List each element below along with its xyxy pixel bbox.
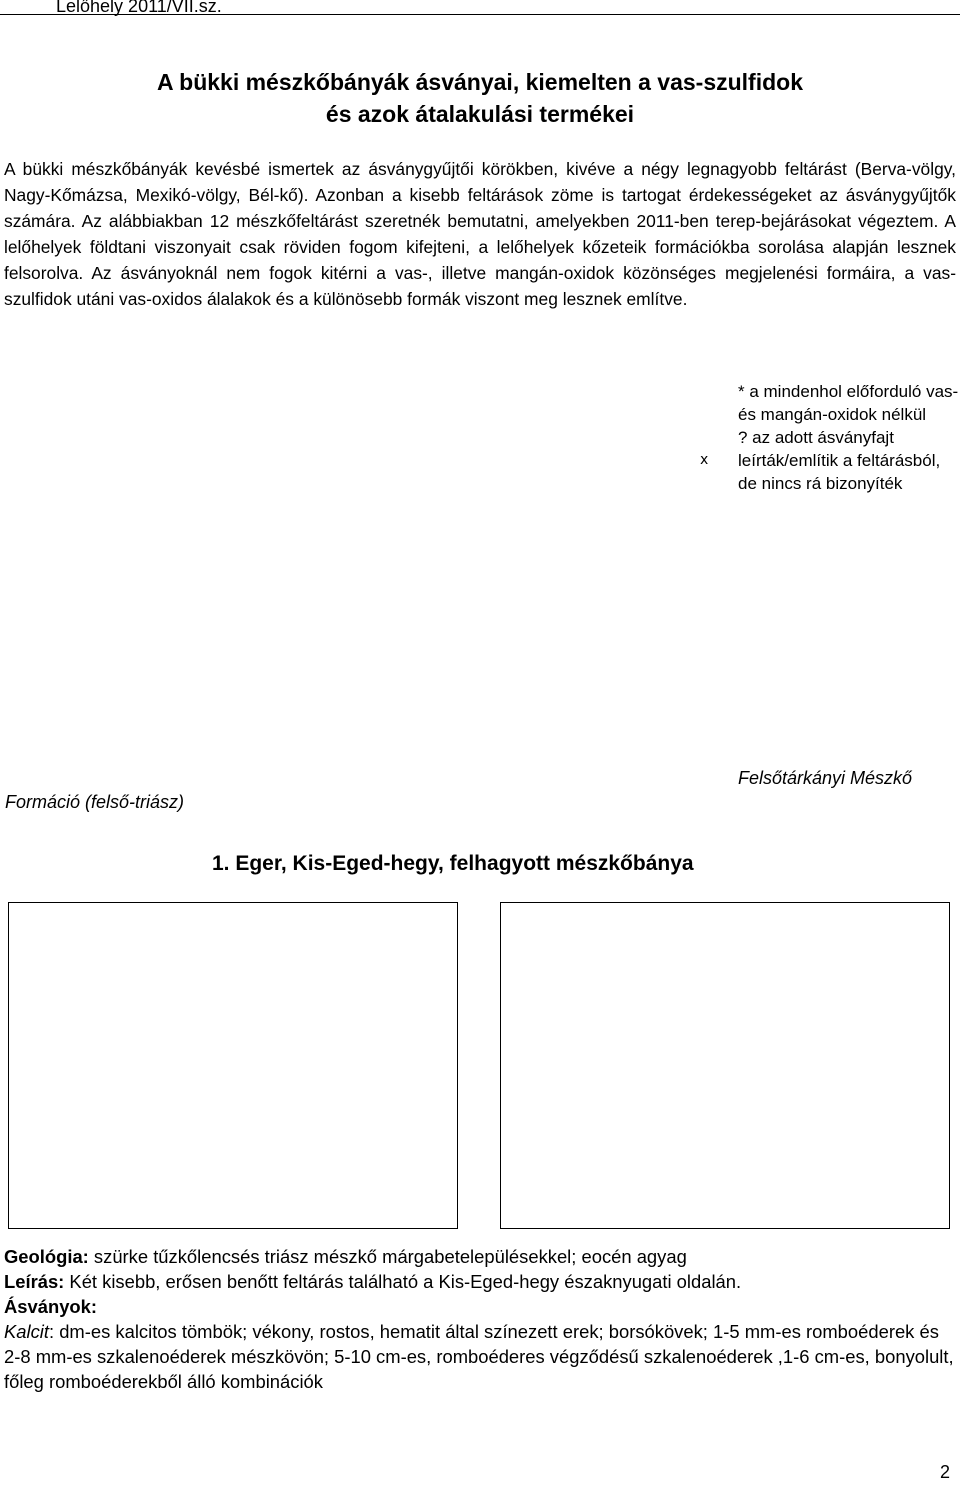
legend bbox=[738, 380, 960, 495]
legend-asterisk: * a mindenhol előforduló vas- és mangán-oxidok nélkül bbox=[738, 382, 959, 424]
page-number: 2 bbox=[940, 1462, 951, 1482]
title-line-2: és azok átalakulási termékei bbox=[325, 101, 635, 127]
header-text: Lelőhely 2011/VII.sz. bbox=[56, 0, 222, 16]
title-line-1: A bükki mészkőbányák ásványai, kiemelten a vas-szulfidok bbox=[157, 69, 803, 95]
geology-label: Geológia: bbox=[4, 1246, 89, 1267]
formation-name: Felsőtárkányi Mészkő bbox=[738, 768, 913, 788]
geology-text: szürke tűzkőlencsés triász mészkő márgabetelepülésekkel; eocén agyag bbox=[88, 1246, 687, 1267]
page-header bbox=[0, 0, 960, 15]
site-details bbox=[4, 1244, 956, 1394]
description-label: Leírás: bbox=[4, 1271, 65, 1292]
description-line bbox=[4, 1269, 956, 1294]
geology-line bbox=[4, 1244, 956, 1269]
legend-question: ? az adott ásványfajt leírták/említik a feltárásból, de nincs rá bizonyíték bbox=[738, 428, 941, 493]
calcite-text: : dm-es kalcitos tömbök; vékony, rostos, hematit által színezett erek; borsókövek; 1-5 mm-es romboéderek és 2-8 mm-es szkalenoéderek mészkövön; 5-10 cm-es, romboéderes végződésű szkalenoéderek ,1-6 cm-es, bonyolult, főleg romboéderekből álló kombinációk bbox=[4, 1321, 954, 1392]
minerals-label: Ásványok: bbox=[4, 1296, 98, 1317]
calcite-entry bbox=[4, 1319, 956, 1394]
description-text: Két kisebb, erősen benőtt feltárás található a Kis-Eged-hegy északnyugati oldalán. bbox=[64, 1271, 742, 1292]
site-title: 1. Eger, Kis-Eged-hegy, felhagyott mészkőbánya bbox=[212, 852, 694, 875]
photo-frame-right bbox=[500, 902, 950, 1229]
article-title bbox=[0, 66, 960, 130]
calcite-name: Kalcit bbox=[4, 1321, 49, 1342]
intro-paragraph: A bükki mészkőbányák kevésbé ismertek az ásványgyűjtői körökben, kivéve a négy legnagyobb feltárást (Berva-völgy, Nagy-Kőmázsa, Mexikó-völgy, Bél-kő). Azonban a kisebb feltárások zöme is tartogat érdekességeket az ásványgyűjtők számára. Az alábbiakban 12 mészkőfeltárást szeretnék bemutatni, amelyekben 2011-ben terep-bejárásokat végeztem. A lelőhelyek földtani viszonyait csak röviden fogom kifejteni, a lelőhelyek kőzeteik formációkba sorolása alapján lesznek felsorolva. Az ásványoknál nem fogok kitérni a vas-, illetve mangán-oxidok közönséges megjelenési formáira, a vas-szulfidok utáni vas-oxidos álalakok és a különösebb formák viszont meg lesznek említve. bbox=[4, 159, 956, 309]
formation-label: Formáció (felső-triász) bbox=[5, 792, 185, 812]
photo-frame-left bbox=[8, 902, 458, 1229]
legend-x-mark: x bbox=[700, 452, 709, 468]
